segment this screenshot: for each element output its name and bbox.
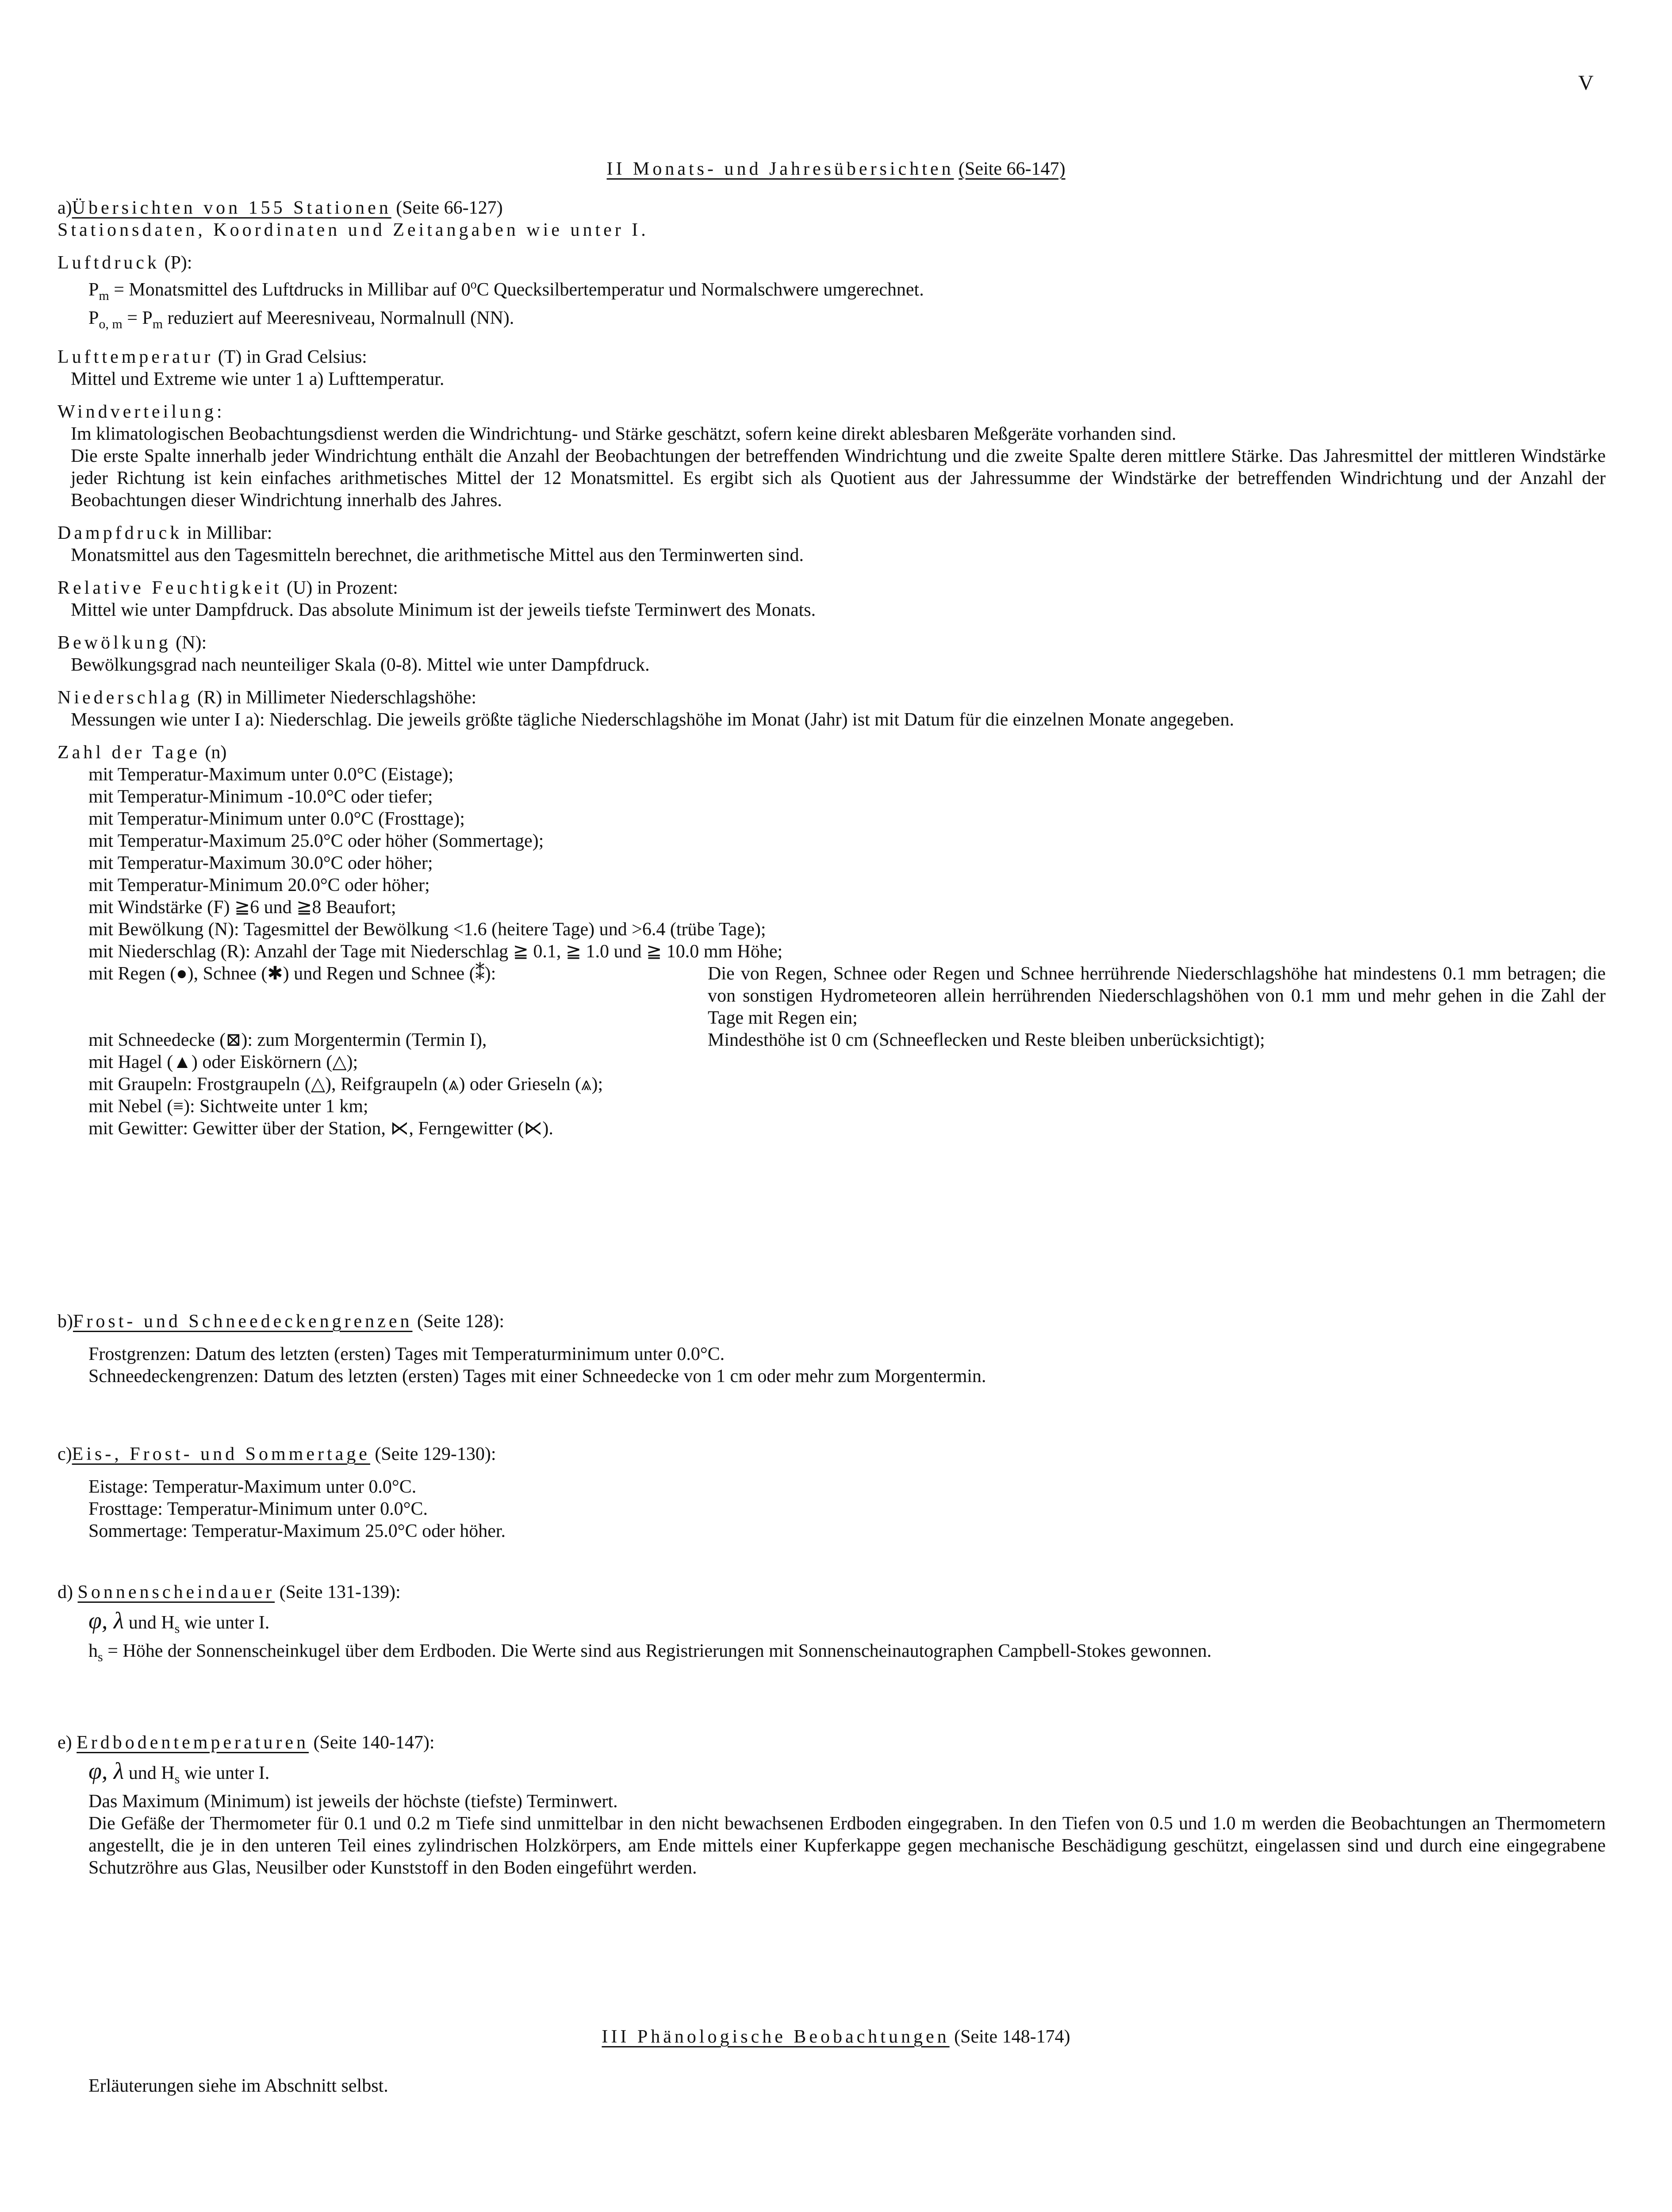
pm-degree: o <box>470 278 477 292</box>
niederschlag-text: Messungen wie unter I a): Niederschlag. Die jeweils größte tägliche Niederschlagshöhe im Monat (Jahr) ist mit Datum für die einzelnen Monate angegeben. <box>71 710 1234 730</box>
section-3-text: Erläuterungen siehe im Abschnitt selbst. <box>88 2076 388 2096</box>
pom-subscript-2: m <box>152 317 163 331</box>
erdboden-coords-text-a: und H <box>128 1763 175 1783</box>
tage-list <box>58 764 1606 1140</box>
list-item: mit Nebel (≡): Sichtweite unter 1 km; <box>88 1096 368 1117</box>
section-3-heading <box>0 2026 1672 2047</box>
stationsdaten-line: Stationsdaten, Koordinaten und Zeitangaben wie unter I. <box>58 220 649 240</box>
erdboden-paragraph: Die Gefäße der Thermometer für 0.1 und 0.2 m Tiefe sind unmittelbar in den nicht bewachsenen Erdboden eingegraben. In den Tiefen von 0.5 und 1.0 m werden die Beobachtungen an Thermometern angestellt, die je in den unteren Teil eines zylindrischen Holzkörpers, am Ende mittels einer Kupferkappe gegen mechanische Beschädigung geschützt, eingelassen sind und durch eine eingegrabene Schutzröhre aus Glas, Neusilber oder Kunststoff in den Boden eingeführt werden. <box>88 1813 1606 1878</box>
hs-subscript: s <box>174 1772 180 1786</box>
subsection-d-pages: (Seite 131-139): <box>279 1582 401 1602</box>
bewoelkung-label: Bewölkung <box>58 633 171 653</box>
subsection-d-title: Sonnenscheindauer <box>77 1582 275 1602</box>
subsection-e-prefix: e) <box>58 1732 72 1753</box>
luftdruck-label: Luftdruck <box>58 253 160 273</box>
section-3-pages: (Seite 148-174) <box>954 2027 1070 2047</box>
list-item: mit Bewölkung (N): Tagesmittel der Bewölkung <1.6 (heitere Tage) und >6.4 (trübe Tage); <box>88 919 766 940</box>
hs-definition <box>58 1640 1606 1668</box>
schneedecke-row <box>88 1029 1606 1051</box>
lufttemperatur-label: Lufttemperatur <box>58 347 214 367</box>
sommertage-text: Sommertage: Temperatur-Maximum 25.0°C oder höher. <box>88 1521 506 1541</box>
zahl-der-tage-heading <box>58 741 1606 764</box>
subsection-e <box>58 1732 1606 1879</box>
zahl-der-tage-label: Zahl der Tage <box>58 742 200 763</box>
subsection-a <box>58 197 1606 1140</box>
pm-subscript: m <box>99 288 109 303</box>
subsection-b-heading <box>58 1310 1606 1333</box>
pm-definition <box>58 274 1606 307</box>
hs-text: = Höhe der Sonnenscheinkugel über dem Erdboden. Die Werte sind aus Registrierungen mit Sonnenscheinautographen Campbell-Stokes gewonnen. <box>107 1641 1212 1661</box>
luftdruck-symbol: (P): <box>164 253 192 273</box>
list-item: mit Temperatur-Maximum 25.0°C oder höher (Sommertage); <box>88 831 544 851</box>
sonnenschein-coords-text-b: wie unter I. <box>184 1613 270 1633</box>
list-item: mit Niederschlag (R): Anzahl der Tage mit Niederschlag ≧ 0.1, ≧ 1.0 und ≧ 10.0 mm Höhe; <box>88 941 783 962</box>
lufttemperatur-unit: (T) in Grad Celsius: <box>218 347 367 367</box>
subsection-b-pages: (Seite 128): <box>417 1311 505 1332</box>
pom-text: reduziert auf Meeresniveau, Normalnull (NN). <box>167 308 514 328</box>
list-item: mit Hagel (▲) oder Eiskörnern (△); <box>88 1052 358 1072</box>
subsection-b-prefix: b) <box>58 1311 73 1332</box>
windverteilung-heading: Windverteilung: <box>58 402 225 422</box>
subsection-c-title: Eis-, Frost- und Sommertage <box>72 1444 370 1464</box>
niederschlag-heading <box>58 687 1606 709</box>
section-2-title: II Monats- und Jahresübersichten <box>606 159 954 179</box>
frostgrenzen-text: Frostgrenzen: Datum des letzten (ersten) Tages mit Temperaturminimum unter 0.0°C. <box>88 1344 725 1364</box>
subsection-d-prefix: d) <box>58 1582 73 1602</box>
dampfdruck-text: Monatsmittel aus den Tagesmitteln berechnet, die arithmetische Mittel aus den Terminwerten sind. <box>71 545 804 565</box>
page-number: V <box>1578 71 1594 95</box>
list-item: mit Temperatur-Minimum -10.0°C oder tiefer; <box>88 787 433 807</box>
list-item: mit Temperatur-Minimum unter 0.0°C (Frosttage); <box>88 809 465 829</box>
feuchtigkeit-label: Relative Feuchtigkeit <box>58 578 282 598</box>
list-item: mit Temperatur-Maximum 30.0°C oder höher; <box>88 853 433 873</box>
pom-symbol: P <box>88 308 99 328</box>
lufttemperatur-text: Mittel und Extreme wie unter 1 a) Lufttemperatur. <box>71 369 445 389</box>
phi-lambda-symbol: φ, λ <box>88 1607 124 1634</box>
luftdruck-heading <box>58 252 1606 274</box>
pom-subscript: o, m <box>99 317 123 331</box>
subsection-d-heading <box>58 1581 1606 1603</box>
pm-text-a: = Monatsmittel des Luftdrucks in Millibar auf 0 <box>114 280 471 300</box>
regen-text: Die von Regen, Schnee oder Regen und Schnee herrührende Niederschlagshöhe hat mindestens 0.1 mm betragen; die von sonstigen Hydrometeoren allein herrührenden Niederschlagshöhen von 0.1 mm und mehr gehen in die Zahl der Tage mit Regen ein; <box>708 964 1606 1028</box>
subsection-c-prefix: c) <box>58 1444 72 1464</box>
hs-def-subscript: s <box>98 1650 103 1664</box>
eistage-text: Eistage: Temperatur-Maximum unter 0.0°C. <box>88 1477 417 1497</box>
pom-definition <box>58 307 1606 335</box>
erdboden-coords <box>58 1760 1606 1790</box>
list-item: mit Temperatur-Maximum unter 0.0°C (Eistage); <box>88 764 454 785</box>
section-2-pages: (Seite 66-147) <box>959 159 1066 179</box>
phi-lambda-symbol: φ, λ <box>88 1758 124 1784</box>
dampfdruck-label: Dampfdruck <box>58 523 183 543</box>
section-2-heading <box>0 158 1672 180</box>
bewoelkung-heading <box>58 632 1606 654</box>
feuchtigkeit-unit: (U) in Prozent: <box>286 578 398 598</box>
windverteilung-paragraph-1: Im klimatologischen Beobachtungsdienst werden die Windrichtung- und Stärke geschätzt, sofern keine direkt ablesbaren Meßgeräte vorhanden sind. <box>71 424 1177 444</box>
subsection-e-heading <box>58 1732 1606 1754</box>
list-item: mit Gewitter: Gewitter über der Station, ⋉, Ferngewitter (⋉). <box>88 1118 553 1139</box>
section-3-body <box>58 2075 1606 2097</box>
list-item: mit Windstärke (F) ≧6 und ≧8 Beaufort; <box>88 897 396 918</box>
subsection-a-heading <box>58 197 1606 219</box>
feuchtigkeit-heading <box>58 577 1606 599</box>
list-item: mit Graupeln: Frostgraupeln (△), Reifgraupeln (⩓) oder Grieseln (⩓); <box>88 1074 603 1094</box>
pom-equals: = P <box>127 308 153 328</box>
regen-row <box>88 963 1606 1029</box>
hs-symbol: h <box>88 1641 98 1661</box>
sonnenschein-coords-text-a: und H <box>128 1613 175 1633</box>
pm-symbol: P <box>88 280 99 300</box>
subsection-e-pages: (Seite 140-147): <box>313 1732 435 1753</box>
schneedecke-label: mit Schneedecke (⊠): zum Morgentermin (Termin I), <box>88 1030 487 1050</box>
bewoelkung-text: Bewölkungsgrad nach neunteiliger Skala (0-8). Mittel wie unter Dampfdruck. <box>71 655 650 675</box>
subsection-e-title: Erdbodentemperaturen <box>77 1732 309 1753</box>
erdboden-coords-text-b: wie unter I. <box>184 1763 270 1783</box>
hs-subscript: s <box>174 1621 180 1636</box>
lufttemperatur-heading <box>58 346 1606 368</box>
dampfdruck-heading <box>58 522 1606 544</box>
feuchtigkeit-text: Mittel wie unter Dampfdruck. Das absolute Minimum ist der jeweils tiefste Terminwert des Monats. <box>71 600 816 620</box>
schneedeckengrenzen-text: Schneedeckengrenzen: Datum des letzten (ersten) Tages mit einer Schneedecke von 1 cm oder mehr zum Morgentermin. <box>88 1366 986 1386</box>
niederschlag-label: Niederschlag <box>58 687 193 708</box>
dampfdruck-unit: in Millibar: <box>187 523 272 543</box>
niederschlag-unit: (R) in Millimeter Niederschlagshöhe: <box>197 687 477 708</box>
subsection-c-heading <box>58 1443 1606 1465</box>
list-item: mit Temperatur-Minimum 20.0°C oder höher; <box>88 875 430 895</box>
schneedecke-text: Mindesthöhe ist 0 cm (Schneeflecken und Reste bleiben unberücksichtigt); <box>708 1030 1265 1050</box>
section-3-title: III Phänologische Beobachtungen <box>602 2027 950 2047</box>
regen-label: mit Regen (●), Schnee (✱) und Regen und Schnee (⁑): <box>88 964 496 984</box>
frosttage-text: Frosttage: Temperatur-Minimum unter 0.0°C. <box>88 1499 428 1519</box>
subsection-a-pages: (Seite 66-127) <box>396 198 503 218</box>
subsection-d <box>58 1581 1606 1668</box>
zahl-der-tage-symbol: (n) <box>205 742 227 763</box>
subsection-b <box>58 1310 1606 1387</box>
subsection-a-prefix: a) <box>58 198 72 218</box>
erdboden-maximum-text: Das Maximum (Minimum) ist jeweils der höchste (tiefste) Terminwert. <box>88 1791 618 1812</box>
subsection-c-pages: (Seite 129-130): <box>375 1444 496 1464</box>
bewoelkung-symbol: (N): <box>176 633 207 653</box>
windverteilung-paragraph-2: Die erste Spalte innerhalb jeder Windrichtung enthält die Anzahl der Beobachtungen der betreffenden Windrichtung und die zweite Spalte deren mittlere Stärke. Das Jahresmittel der mittleren Windstärke jeder Richtung ist kein einfaches arithmetisches Mittel der 12 Monatsmittel. Es ergibt sich als Quotient aus der Jahressumme der Windstärke der betreffenden Windrichtung und der Anzahl der Beobachtungen dieser Windrichtung innerhalb des Jahres. <box>71 446 1606 511</box>
subsection-b-title: Frost- und Schneedeckengrenzen <box>73 1311 413 1332</box>
sonnenschein-coords <box>58 1609 1606 1640</box>
subsection-c <box>58 1443 1606 1542</box>
pm-text-b: C Quecksilbertemperatur und Normalschwere umgerechnet. <box>476 280 924 300</box>
subsection-a-title: Übersichten von 155 Stationen <box>72 198 391 218</box>
